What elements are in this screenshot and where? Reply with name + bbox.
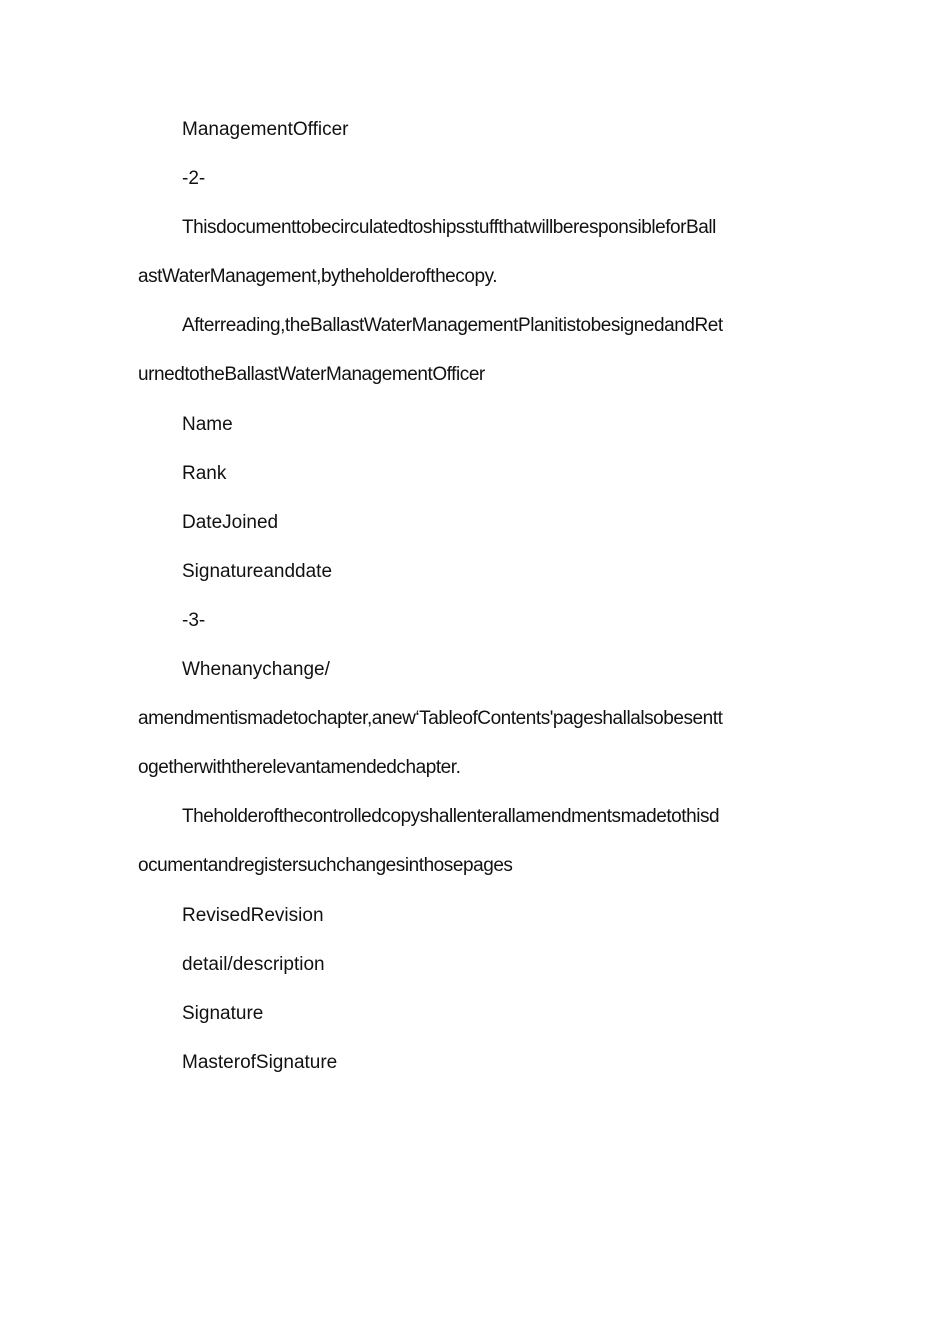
paragraph-change-line-1: Whenanychange/ xyxy=(182,659,330,681)
field-master-of-signature-label: MasterofSignature xyxy=(182,1051,338,1073)
field-signature-and-date-label: Signatureanddate xyxy=(182,560,333,582)
paragraph-holder-line-1: Theholderofthecontrolledcopyshallenterallamendmentsmadetothisd xyxy=(182,806,720,828)
field-rank-label: Rank xyxy=(182,462,227,484)
paragraph-circulation-line-1: ThisdocumenttobecirculatedtoshipsstuffthatwillberesponsibleforBall xyxy=(182,217,716,239)
field-name-label: Name xyxy=(182,413,233,435)
document-body xyxy=(138,105,818,1087)
paragraph-management-officer: ManagementOfficer xyxy=(182,119,349,140)
paragraph-after-reading-line-1: Afterreading,theBallastWaterManagementPlanitistobesignedandRet xyxy=(182,315,723,337)
paragraph-holder-line-2: ocumentandregistersuchchangesinthosepages xyxy=(138,855,513,877)
field-detail-description-label: detail/description xyxy=(182,953,325,975)
page-number-3: -3- xyxy=(182,609,206,631)
page-number-2: -2- xyxy=(182,168,206,190)
paragraph-after-reading-line-2: urnedtotheBallastWaterManagementOfficer xyxy=(138,364,485,386)
field-revised-revision-label: RevisedRevision xyxy=(182,904,324,926)
field-signature-label: Signature xyxy=(182,1002,264,1024)
paragraph-change-line-3: ogetherwiththerelevantamendedchapter. xyxy=(138,757,461,779)
field-date-joined-label: DateJoined xyxy=(182,511,279,533)
paragraph-circulation-line-2: astWaterManagement,bytheholderofthecopy. xyxy=(138,266,498,288)
paragraph-change-line-2: amendmentismadetochapter,anew‘TableofContents'pageshallalsobesentt xyxy=(138,708,723,730)
